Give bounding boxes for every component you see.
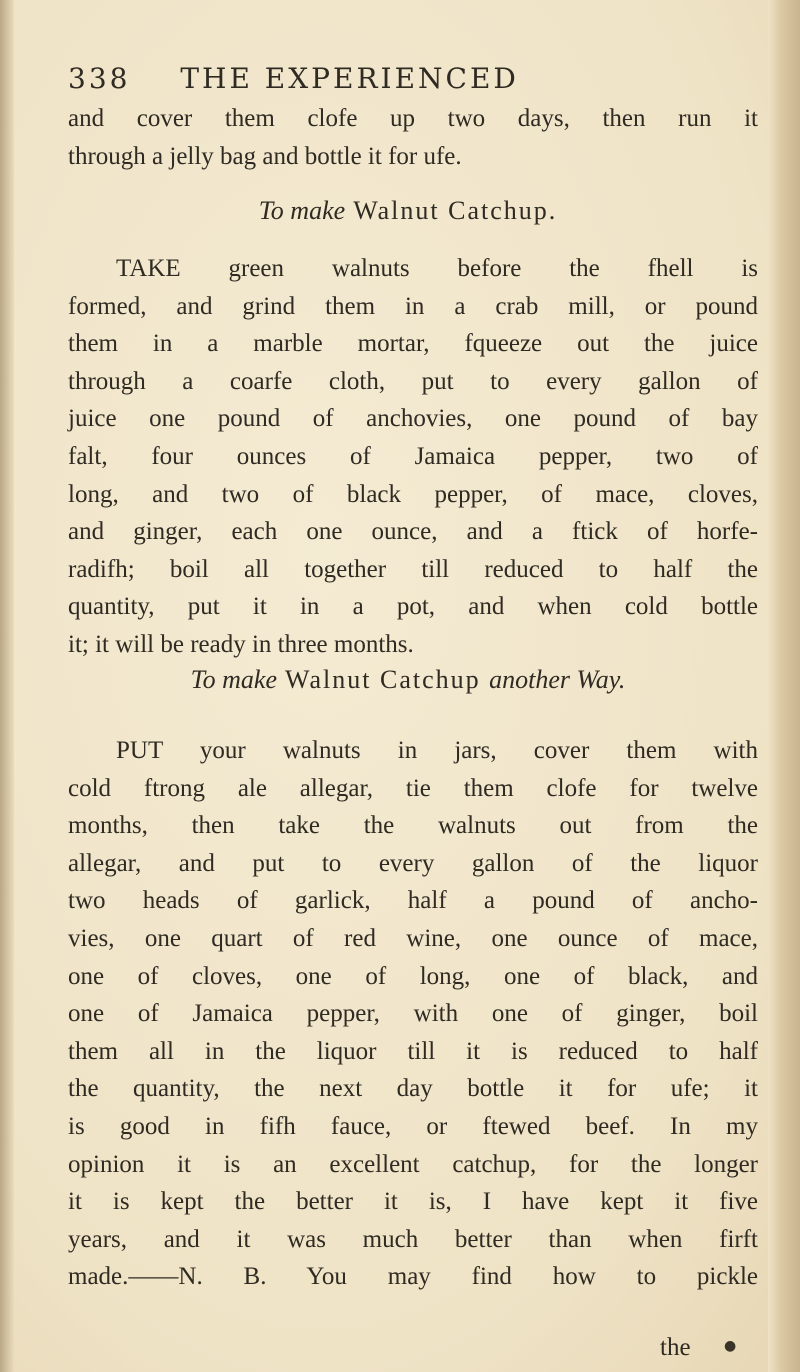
text-line: opinion it is an excellent catchup, for the longer	[68, 1150, 758, 1178]
text-line: years, and it was much better than when firft	[68, 1225, 758, 1253]
text-line: the quantity, the next day bottle it for ufe; it	[68, 1075, 758, 1103]
text-line: vies, one quart of red wine, one ounce of mace,	[68, 924, 758, 952]
text-line: quantity, put it in a pot, and when cold bottle	[68, 593, 758, 621]
text-line: it is kept the better it is, I have kept it five	[68, 1188, 758, 1216]
text-line: two heads of garlick, half a pound of ancho-	[68, 887, 758, 915]
text-line: juice one pound of anchovies, one pound of bay	[68, 405, 758, 433]
text-line: is good in fifh fauce, or ftewed beef. In my	[68, 1112, 758, 1140]
heading-italic: To make	[190, 665, 278, 694]
running-header	[68, 62, 748, 95]
text-line: and cover them clofe up two days, then run it	[68, 105, 758, 132]
text-line: and ginger, each one ounce, and a ftick of horfe-	[68, 518, 758, 546]
text-line: through a coarfe cloth, put to every gallon of	[68, 367, 758, 395]
text-line: TAKE green walnuts before the fhell is	[116, 255, 758, 282]
text-line: long, and two of black pepper, of mace, cloves,	[68, 480, 758, 508]
running-title: THE EXPERIENCED	[180, 62, 519, 95]
text-line: months, then take the walnuts out from the	[68, 812, 758, 840]
recipe-heading-2	[68, 665, 748, 695]
heading-caps: Walnut Catchup.	[353, 196, 558, 225]
page-edge-right	[768, 0, 800, 1372]
heading-italic-end: another Way.	[489, 665, 626, 694]
text-line: allegar, and put to every gallon of the liquor	[68, 849, 758, 877]
text-line: one of Jamaica pepper, with one of ginger, boil	[68, 1000, 758, 1028]
text-line: PUT your walnuts in jars, cover them with	[116, 737, 758, 764]
heading-italic: To make	[258, 196, 346, 225]
text-line: made.——N. B. You may find how to pickle	[68, 1263, 758, 1291]
ink-speck-icon: ●	[724, 1338, 737, 1354]
catchword: the	[660, 1334, 691, 1361]
page-number: 338	[68, 62, 131, 95]
text-line: formed, and grind them in a crab mill, or pound	[68, 292, 758, 320]
text-line: them all in the liquor till it is reduced to half	[68, 1037, 758, 1065]
text-line: them in a marble mortar, fqueeze out the juice	[68, 330, 758, 358]
text-line: radifh; boil all together till reduced to half the	[68, 555, 758, 583]
text-line: one of cloves, one of long, one of black, and	[68, 962, 758, 990]
intro-paragraph	[68, 100, 758, 175]
text-line: cold ftrong ale allegar, tie them clofe for twelve	[68, 774, 758, 802]
heading-caps: Walnut Catchup	[285, 665, 481, 694]
text-line: falt, four ounces of Jamaica pepper, two of	[68, 442, 758, 470]
page-gutter-left	[0, 0, 14, 1372]
text-line: through a jelly bag and bottle it for ufe.	[68, 142, 462, 170]
recipe-2-body	[68, 732, 758, 1296]
recipe-heading-1	[68, 196, 748, 226]
recipe-1-body	[68, 250, 758, 664]
text-line: it; it will be ready in three months.	[68, 630, 414, 658]
